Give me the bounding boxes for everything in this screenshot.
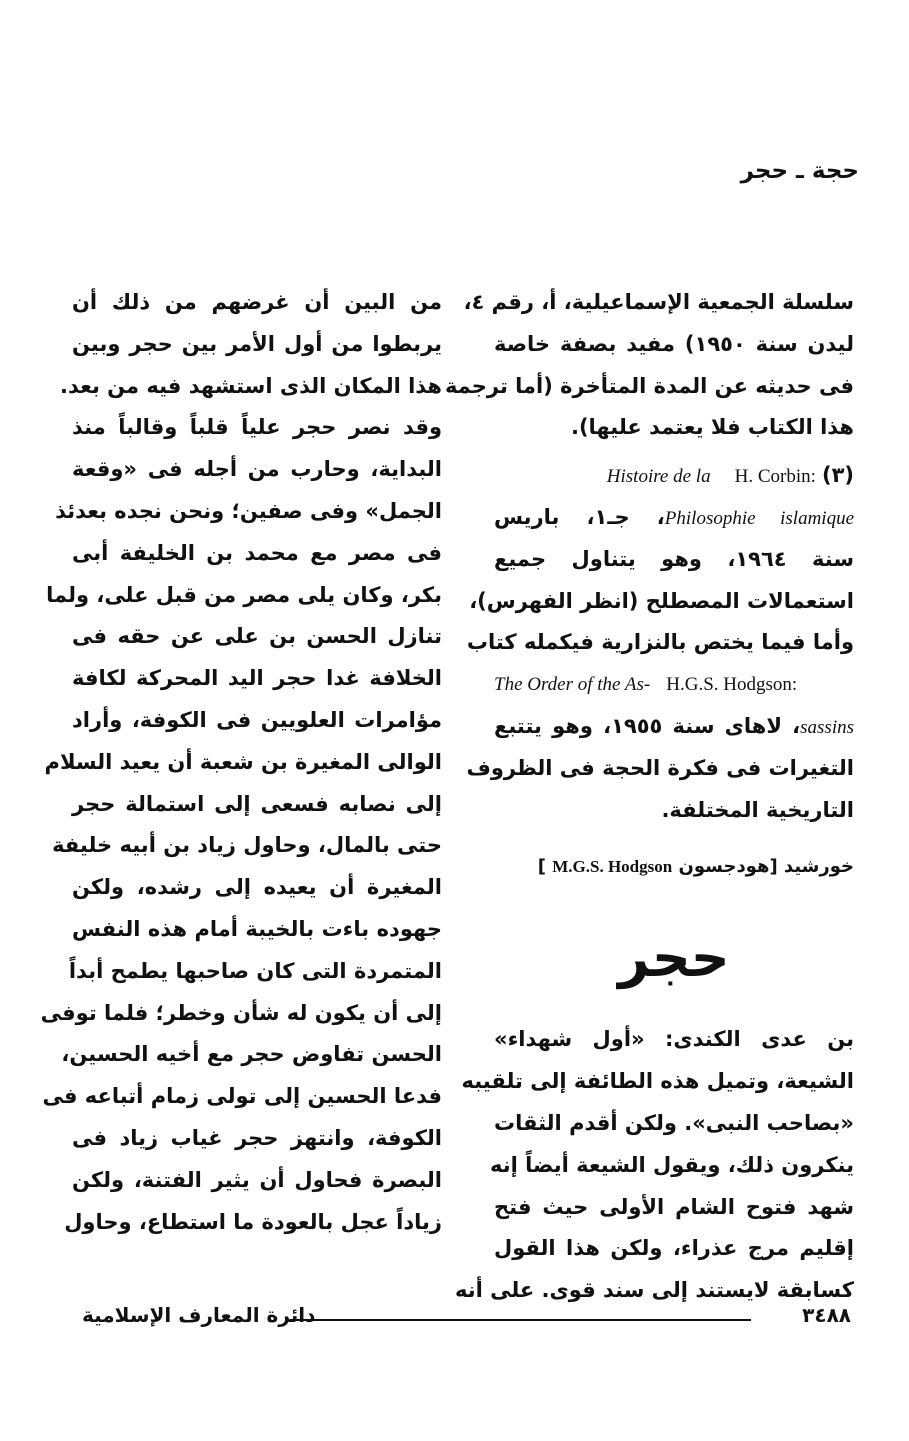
- text-line: مؤامرات العلويين فى الكوفة، وأراد: [72, 707, 442, 732]
- text-line: إلى نصابه فسعى إلى استمالة حجر: [72, 791, 442, 816]
- text-line: بن عدى الكندى: «أول شهداء»: [494, 1027, 854, 1052]
- text-line: البداية، وحارب من أجله فى «وقعة: [72, 457, 442, 482]
- text-line: المتمردة التى كان صاحبها يطمح أبداً: [68, 958, 442, 983]
- text-line: سلسلة الجمعية الإسماعيلية، أ، رقم ٤،: [463, 290, 854, 314]
- page-number: ٣٤٨٨: [802, 1303, 851, 1327]
- text-line: فدعا الحسين إلى تولى زمام أتباعه فى: [42, 1084, 442, 1109]
- reference-3-line-1: [494, 455, 854, 497]
- text-line: إقليم مرج عذراء، ولكن هذا القول: [494, 1236, 854, 1261]
- text-line: «بصاحب النبى». ولكن أقدم الثقات: [494, 1110, 854, 1135]
- reference-3-line-2: [494, 497, 854, 539]
- footer-rule: [290, 1319, 751, 1321]
- text-line: حتى بالمال، وحاول زياد بن أبيه خليفة: [52, 833, 442, 858]
- text-line: من البين أن غرضهم من ذلك أن: [72, 290, 442, 314]
- text-line: بكر، وكان يلى مصر من قبل على، ولما: [46, 582, 442, 607]
- text-line: الوالى المغيرة بن شعبة أن يعيد السلام: [44, 749, 442, 774]
- right-column: [444, 282, 855, 1312]
- author-latin-name: M.G.S. Hodgson: [552, 857, 673, 877]
- left-column: [40, 282, 442, 1243]
- page-footer: [0, 1297, 909, 1337]
- text-line: وأما فيما يختص بالنزارية فيكمله كتاب: [466, 630, 854, 655]
- text-line: شهد فتوح الشام الأولى حيث فتح: [494, 1194, 854, 1219]
- text-line: الكوفة، وانتهز حجر غياب زياد فى: [72, 1125, 442, 1150]
- text-line: وقد نصر حجر علياً قلباً وقالباً منذ: [72, 415, 442, 440]
- publication-title: دائرة المعارف الإسلامية: [82, 1303, 316, 1327]
- text-line: البصرة فحاول أن يثير الفتنة، ولكن: [72, 1167, 442, 1192]
- article-author: خورشيد [هودجسون M.G.S. Hodgson ]: [537, 856, 854, 878]
- reference-tail: ، جـ١، باريس: [494, 504, 665, 529]
- text-line: التغيرات فى فكرة الحجة فى الظروف: [466, 755, 854, 780]
- reference-4-line-1: [494, 664, 854, 706]
- text-line: تنازل الحسن بن على عن حقه فى: [72, 624, 442, 649]
- text-line: كسابقة لايستند إلى سند قوى. على أنه: [454, 1278, 854, 1303]
- reference-title: The Order of the As-: [494, 674, 651, 696]
- text-line: ينكرون ذلك، ويقول الشيعة أيضاً إنه: [490, 1152, 854, 1177]
- reference-title: Philosophie islamique: [664, 507, 854, 529]
- text-line: يربطوا من أول الأمر بين حجر وبين: [72, 331, 442, 356]
- text-line: الجمل» وفى صفين؛ ونحن نجده بعدئذ: [55, 498, 442, 523]
- text-line: فى حديثه عن المدة المتأخرة (أما ترجمة: [444, 373, 854, 398]
- reference-title: Histoire de la: [606, 466, 711, 488]
- reference-tail: ، لاهاى سنة ١٩٥٥، وهو يتتبع: [494, 713, 801, 738]
- reference-title: sassins: [800, 716, 854, 738]
- text-line: المغيرة أن يعيده إلى رشده، ولكن: [72, 875, 442, 900]
- reference-author: H. Corbin:: [734, 466, 816, 488]
- text-line: الحسن تفاوض حجر مع أخيه الحسين،: [61, 1042, 442, 1067]
- text-line: هذا الكتاب فلا يعتمد عليها).: [570, 415, 854, 440]
- reference-author: H.G.S. Hodgson:: [666, 674, 798, 696]
- text-line: فى مصر مع محمد بن الخليفة أبى: [72, 540, 442, 565]
- text-line: إلى أن يكون له شأن وخطر؛ فلما توفى: [40, 1000, 442, 1025]
- text-line: التاريخية المختلفة.: [661, 797, 854, 822]
- reference-number: (٣): [821, 463, 854, 488]
- entry-headword: حجر: [618, 926, 730, 990]
- text-line: استعمالات المصطلح (انظر الفهرس)،: [469, 588, 854, 613]
- text-line: زياداً عجل بالعودة ما استطاع، وحاول: [64, 1209, 442, 1234]
- text-line: الخلافة غدا حجر اليد المحركة لكافة: [72, 666, 442, 691]
- reference-4-line-2: [494, 706, 854, 748]
- text-line: سنة ١٩٦٤، وهو يتناول جميع: [494, 546, 854, 571]
- running-head: حجة ـ حجر: [740, 158, 859, 184]
- text-line: هذا المكان الذى استشهد فيه من بعد.: [60, 373, 442, 398]
- text-line: الشيعة، وتميل هذه الطائفة إلى تلقيبه: [461, 1069, 854, 1094]
- text-line: جهوده باءت بالخيبة أمام هذه النفس: [72, 916, 442, 941]
- text-line: ليدن سنة ١٩٥٠) مفيد بصفة خاصة: [494, 331, 855, 356]
